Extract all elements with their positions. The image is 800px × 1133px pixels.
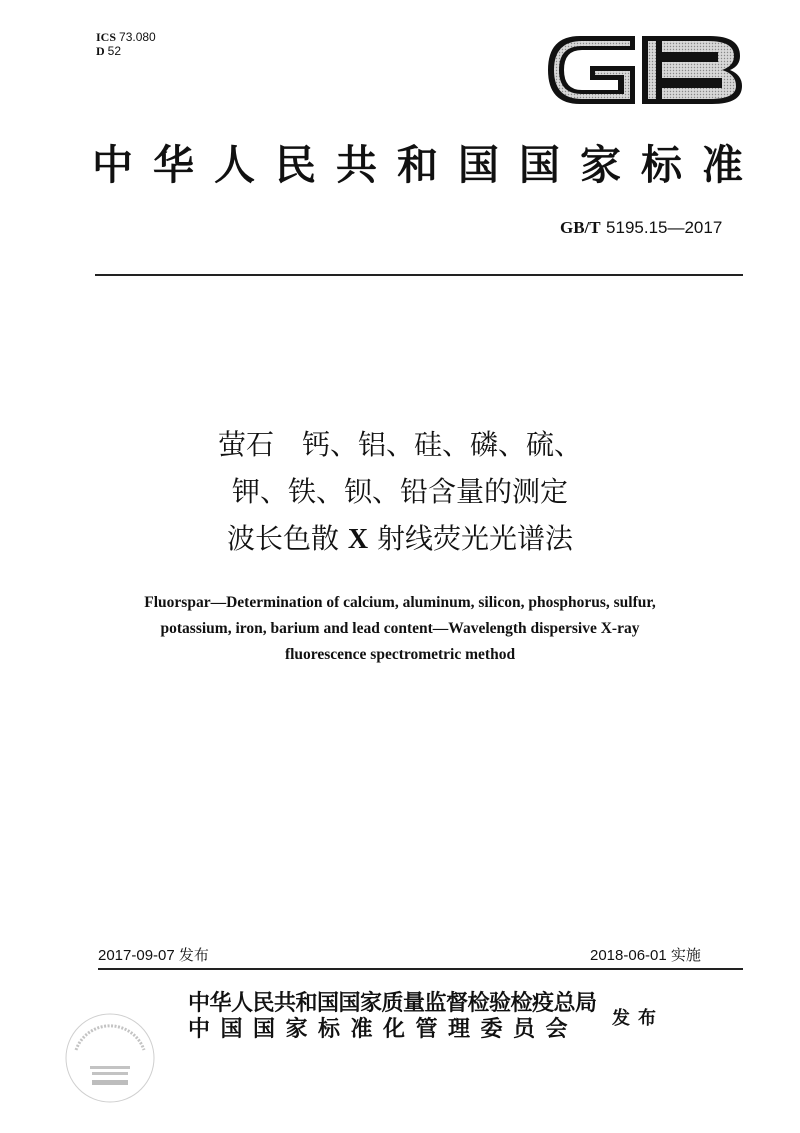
english-title-line-2: potassium, iron, barium and lead content—Wavelength dispersive X-ray (160, 620, 640, 637)
classification-codes (96, 30, 156, 58)
issuer-aqsiq: 中华人民共和国国家质量监督检验检疫总局 (188, 990, 597, 1016)
ics-code (96, 30, 156, 44)
footer-divider (98, 968, 743, 970)
seal-stamp-icon (62, 1010, 158, 1106)
issue-label: 发布 (612, 1008, 664, 1029)
ics-label: ICS (96, 30, 117, 44)
ccs-label: D (96, 44, 105, 58)
ics-number: 73.080 (119, 30, 156, 44)
chinese-title-x: X (347, 524, 369, 555)
chinese-title-line-3 (0, 518, 800, 561)
issuer-sac: 中国国家标准化管理委员会 (188, 1016, 579, 1042)
gb-logo-icon (540, 30, 750, 110)
chinese-title-line-2: 钾、铁、钡、铅含量的测定 (231, 475, 568, 508)
chinese-title-line-3-post: 射线荧光光谱法 (368, 522, 574, 555)
chinese-title-line-1: 萤石 钙、铝、硅、磷、硫、 (217, 428, 582, 461)
header-divider (95, 274, 743, 276)
chinese-title-line-3-pre: 波长色散 (226, 522, 348, 555)
ccs-number: 52 (107, 44, 122, 58)
standard-code: 5195.15—2017 (606, 218, 723, 237)
standard-number (560, 218, 722, 238)
implementation-date: 2018-06-01 实施 (590, 947, 701, 964)
ccs-code (96, 44, 156, 58)
english-title-line-1: Fluorspar—Determination of calcium, aluminum, silicon, phosphorus, sulfur, (144, 594, 656, 611)
national-standard-title: 中华人民共和国国家标准 (92, 141, 763, 189)
standard-prefix: GB/T (560, 218, 601, 237)
publication-date: 2017-09-07 发布 (98, 947, 209, 964)
english-title-line-3: fluorescence spectrometric method (284, 646, 516, 663)
